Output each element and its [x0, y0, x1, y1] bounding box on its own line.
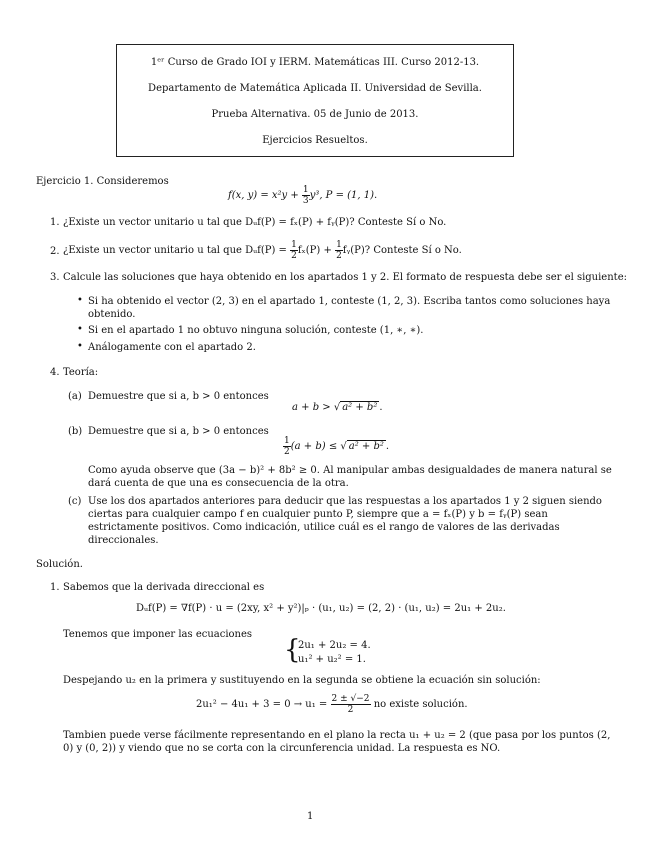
solution-title: Solución.: [36, 559, 83, 570]
solution-1-text: Sabemos que la derivada direccional es: [63, 582, 265, 593]
solution-1-number: 1.: [50, 582, 60, 593]
bullet-dot-1: •: [77, 295, 83, 306]
header-box: [116, 44, 514, 157]
exercise-main-formula: f(x, y) = x²y + $\frac{1}{3}$ y³, P = (1, 1).: [228, 185, 378, 206]
solution-final-text: Tambien puede verse fácilmente representando en el plano la recta u₁ + u₂ = 2 (que pasa por los puntos (2, 0) y (0, 2)) y viendo que no se corta con la circunferencia unidad. La respuesta es NO.: [63, 730, 611, 754]
header-line-department: Departamento de Matemática Aplicada II. Universidad de Sevilla.: [148, 83, 482, 94]
item-1-text: ¿Existe un vector unitario u tal que Dᵤf(P) = fₓ(P) + fᵧ(P)? Conteste Sí o No.: [63, 217, 447, 228]
subitem-b-label: (b): [68, 426, 83, 437]
system-equation-2: u₁² + u₂² = 1.: [298, 654, 366, 665]
solution-1-formula: Dᵤf(P) = ∇f(P) · u = (2xy, x² + y²)|ₚ · (u₁, u₂) = (2, 2) · (u₁, u₂) = 2u₁ + 2u₂.: [136, 603, 506, 614]
item-4-number: 4.: [50, 367, 60, 378]
system-brace: {: [284, 635, 301, 665]
item-2-number: 2.: [50, 246, 60, 257]
bullet-2-text: Si en el apartado 1 no obtuvo ninguna solución, conteste (1, ∗, ∗).: [88, 325, 424, 336]
bullet-dot-2: •: [77, 324, 83, 335]
header-line-exam: Prueba Alternativa. 05 de Junio de 2013.: [211, 109, 419, 120]
item-2-text: ¿Existe un vector unitario u tal que Dᵤf(P) = $\frac{1}{2}$ fₓ(P) + $\frac{1}{2}$ fᵧ(P)? Conteste Sí o No.: [63, 240, 462, 261]
subitem-a-formula: a + b > √ a² + b² .: [292, 402, 383, 413]
subitem-a-label: (a): [68, 391, 82, 402]
subitem-b-hint: Como ayuda observe que (3a − b)² + 8b² ≥ 0. Al manipular ambas desigualdades de manera natural se dará cuenta de que una es consecuencia de la otra.: [88, 465, 612, 489]
subitem-a-text: Demuestre que si a, b > 0 entonces: [88, 391, 269, 402]
system-equation-1: 2u₁ + 2u₂ = 4.: [298, 640, 371, 651]
solution-quadratic-formula: 2u₁² − 4u₁ + 3 = 0 → u₁ = $\frac{2 \pm √-2}{2}$ no existe solución.: [196, 694, 468, 715]
bullet-3-text: Análogamente con el apartado 2.: [88, 342, 256, 353]
bullet-1-text: Si ha obtenido el vector (2, 3) en el apartado 1, conteste (1, 2, 3). Escriba tantos como soluciones haya obtenido.: [88, 296, 611, 320]
solution-despejando-text: Despejando u₂ en la primera y sustituyendo en la segunda se obtiene la ecuación sin solución:: [63, 675, 541, 686]
item-4-text: Teoría:: [63, 367, 99, 378]
item-3-text: Calcule las soluciones que haya obtenido en los apartados 1 y 2. El formato de respuesta debe ser el siguiente:: [63, 272, 627, 283]
subitem-b-formula: $\frac{1}{2}$ (a + b) ≤ √ a² + b² .: [284, 436, 390, 457]
header-line-course: 1ᵉʳ Curso de Grado IOI y IERM. Matemáticas III. Curso 2012-13.: [150, 57, 480, 68]
solution-impose-text: Tenemos que imponer las ecuaciones: [63, 629, 253, 640]
header-line-subtitle: Ejercicios Resueltos.: [262, 135, 368, 146]
exercise-title: Ejercicio 1. Consideremos: [36, 176, 169, 187]
item-1-number: 1.: [50, 217, 60, 228]
subitem-c-text: Use los dos apartados anteriores para deducir que las respuestas a los apartados 1 y 2 siguen siendo ciertas para cualquier campo f en cualquier punto P, siempre que a = fₓ(P) y b = fᵧ(P) sean estrictamente positivos. Como indicación, utilice cuál es el rango de valores de las derivadas direccionales.: [88, 496, 602, 546]
subitem-c-label: (c): [68, 496, 82, 507]
subitem-b-text: Demuestre que si a, b > 0 entonces: [88, 426, 269, 437]
page-number: 1: [307, 811, 314, 822]
item-3-number: 3.: [50, 272, 60, 283]
bullet-dot-3: •: [77, 341, 83, 352]
